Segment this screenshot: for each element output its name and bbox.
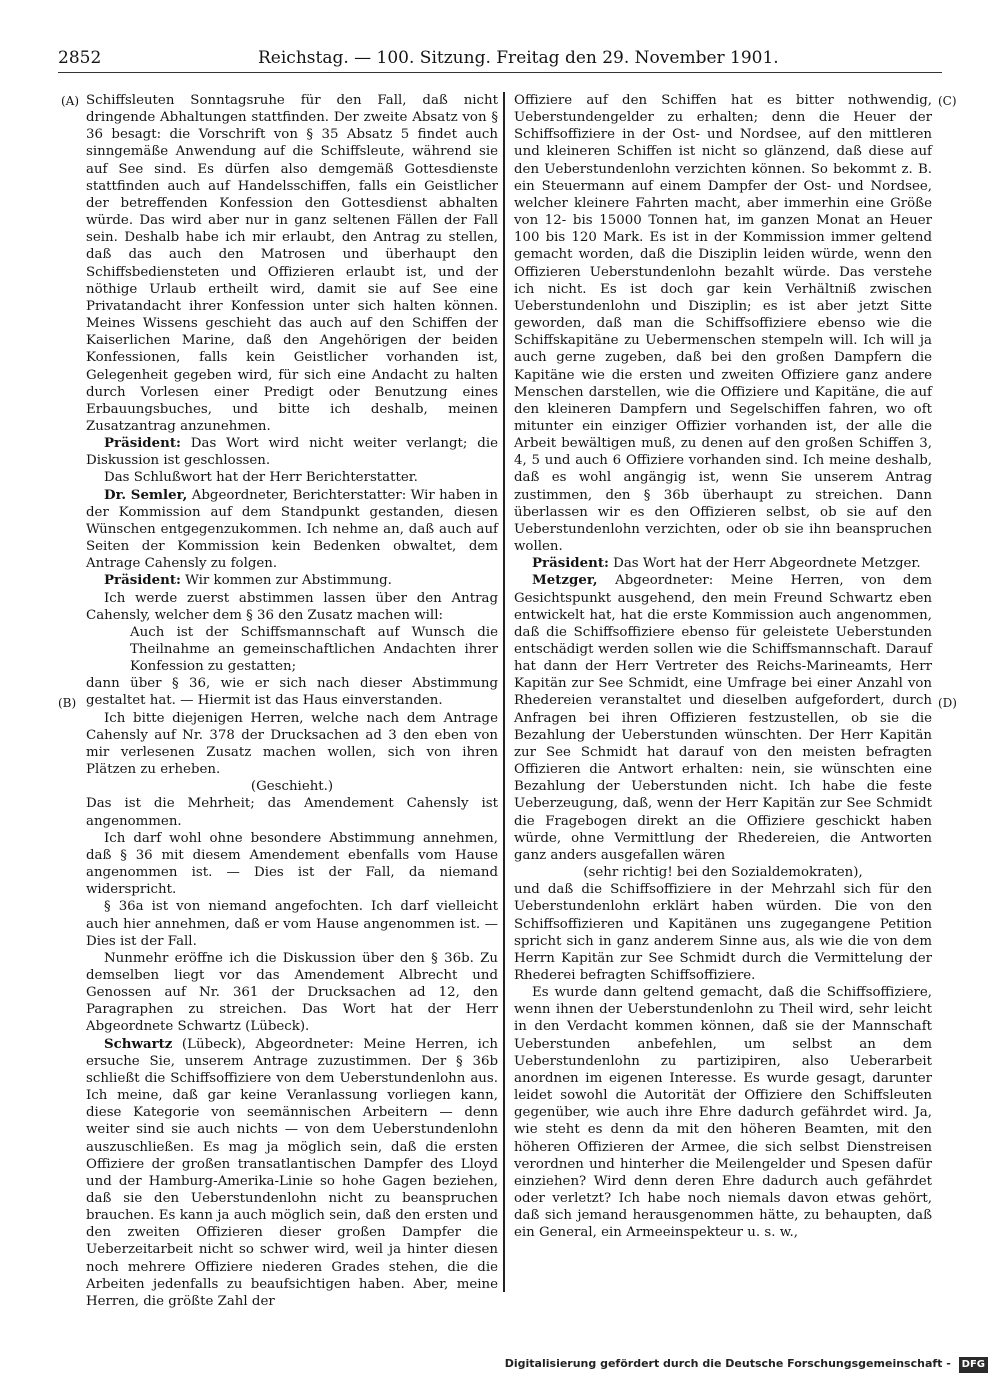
paragraph bbox=[86, 572, 498, 589]
paragraph-text: Es wurde dann geltend gemacht, daß die Schiffsoffiziere, wenn ihnen der Ueberstundenlohn zu Theil wird, sehr leicht in den Verdacht kommen können, daß sie der Mannschaft Ueberstunden anbefehlen, um selbst an dem Ueberstundenlohn zu partizipiren, also Ueberarbeit anordnen im eigenen Interesse. Es wurde gesagt, darunter leidet sowohl die Autorität der Offiziere den Schiffsleuten gegenüber, wie auch ihre Ehre dadurch gefährdet wird. Ja, wie steht es denn da mit den höheren Beamten, mit den höheren Offizieren der Armee, die sich selbst Dienstreisen verordnen und hinterher die Meilengelder und Spesen dafür einziehen? Wird denn deren Ehre dadurch auch gefährdet oder verletzt? Ich habe noch niemals davon etwas gehört, daß sich jemand herausgenommen hätte, zu behaupten, daß ein General, ein Armeeinspekteur u. s. w., bbox=[514, 985, 932, 1241]
paragraph-text: Ich darf wohl ohne besondere Abstimmung annehmen, daß § 36 mit diesem Amendement ebenfalls vom Hause angenommen ist. — Dies ist der Fall, da niemand widerspricht. bbox=[86, 830, 498, 898]
paragraph-text: Ich bitte diejenigen Herren, welche nach dem Antrage Cahensly auf Nr. 378 der Drucksachen ad 3 den eben von mir verlesenen Zusatz machen wollen, sich von ihren Plätzen zu erheben. bbox=[86, 710, 498, 778]
margin-marker-b: (B) bbox=[58, 696, 77, 710]
paragraph-text: (Geschieht.) bbox=[250, 779, 334, 795]
paragraph-text: Wir kommen zur Abstimmung. bbox=[185, 573, 392, 589]
left-text-column bbox=[86, 92, 498, 1310]
paragraph-text: Offiziere auf den Schiffen hat es bitter nothwendig, Ueberstundengelder zu erhalten; denn die Heuer der Schiffsoffiziere in der Ost- und Nordsee, auf den mittleren und kleineren Schiffen ist nicht so glänzend, daß diese auf den Ueberstundenlohn verzichten können. So bekommt z. B. ein Steuermann auf einem Dampfer der Ost- und Nordsee, welcher kleinere Fahrten macht, aber immerhin eine Größe von 12- bis 15000 Tonnen hat, im ganzen Monat an Heuer 100 bis 120 Mark. Es ist in der Kommission immer geltend gemacht worden, daß die Disziplin leiden würde, wenn den Offizieren Ueberstundenlohn bezahlt würde. Das verstehe ich nicht. Es ist doch gar kein Verhältniß zwischen Ueberstundenlohn und Disziplin; es ist aber jetzt Sitte geworden, daß man die Schiffsoffiziere ebenso wie die Schiffskapitäne zu Uebermenschen stempeln will. Ich will ja auch gerne zugeben, daß bei den großen Dampfern die Kapitäne wie die ersten und zweiten Offiziere ganz andere Menschen darstellen, wie die Offiziere und Kapitäne, die auf den kleineren Dampfern und Segelschiffen fahren, wo oft mitunter ein einziger Offizier vorhanden ist, der alle die Arbeit bewältigen muß, zu denen auf den großen Schiffen 3, 4, 5 und auch 6 Offiziere vorhanden sind. Ich meine deshalb, daß es wohl angängig ist, wenn Sie unserem Antrag zustimmen, den § 36b überhaupt zu streichen. Dann überlassen wir es den Offizieren selbst, ob sie auf den Ueberstundenlohn verzichten, oder ob sie ihn beanspruchen wollen. bbox=[514, 93, 932, 555]
paragraph bbox=[514, 984, 932, 1241]
paragraph bbox=[86, 624, 498, 675]
speaker-name: Präsident: bbox=[532, 555, 609, 572]
paragraph-text: Schiffsleuten Sonntagsruhe für den Fall, daß nicht dringende Abhaltungen stattfinden. Der zweite Absatz von § 36 besagt: die Vorschrift von § 35 Absatz 5 findet auch sinngemäße Anwendung auf die Schiffsleute, während sie auf See sind. Es dürfen also demgemäß Gottesdienste stattfinden auch auf Handelsschiffen, falls ein Geistlicher der betreffenden Konfession den Gottesdienst abhalten würde. Das wird aber nur in ganz seltenen Fällen der Fall sein. Deshalb habe ich mir erlaubt, den Antrag zu stellen, daß das auch den Matrosen und überhaupt den Schiffsbediensteten und Offizieren erlaubt ist, und der nöthige Urlaub ertheilt wird, damit sie auf See eine Privatandacht ihrer Konfession unter sich halten können. Meines Wissens geschieht das auch auf den Schiffen der Kaiserlichen Marine, daß den Angehörigen der beiden Konfessionen, falls kein Geistlicher vorhanden ist, Gelegenheit gegeben wird, für sich eine Andacht zu halten durch Vorlesen einer Predigt oder Benutzung eines Erbauungsbuches, und bitte ich deshalb, meinen Zusatzantrag anzunehmen. bbox=[86, 93, 498, 434]
right-text-column bbox=[514, 92, 932, 1241]
paragraph bbox=[86, 950, 498, 1036]
paragraph-text: Auch ist der Schiffsmannschaft auf Wunsch die Theilnahme an gemeinschaftlichen Andachten ihrer Konfession zu gestatten; bbox=[130, 624, 498, 675]
paragraph bbox=[514, 555, 932, 572]
speaker-name: Dr. Semler, bbox=[104, 486, 188, 503]
paragraph bbox=[514, 92, 932, 555]
paragraph-text: Das ist die Mehrheit; das Amendement Cahensly ist angenommen. bbox=[86, 796, 498, 829]
footer-text: Digitalisierung gefördert durch die Deutsche Forschungsgemeinschaft - bbox=[504, 1357, 951, 1370]
speaker-name: Schwartz bbox=[104, 1035, 173, 1052]
paragraph bbox=[86, 898, 498, 949]
paragraph-text: Das Wort hat der Herr Abgeordnete Metzger. bbox=[613, 556, 921, 572]
paragraph bbox=[514, 881, 932, 984]
page-number: 2852 bbox=[58, 48, 102, 68]
paragraph bbox=[514, 572, 932, 864]
running-title: Reichstag. — 100. Sitzung. Freitag den 29. November 1901. bbox=[258, 48, 779, 68]
margin-marker-d: (D) bbox=[938, 696, 957, 710]
paragraph bbox=[86, 778, 498, 795]
paragraph-text: Das Schlußwort hat der Herr Berichterstatter. bbox=[104, 470, 418, 486]
speaker-name: Präsident: bbox=[104, 435, 181, 452]
paragraph bbox=[86, 795, 498, 829]
page-header bbox=[58, 46, 942, 70]
paragraph-text: Abgeordneter, Berichterstatter: Wir haben in der Kommission auf dem Standpunkt gestanden, diesen Wünschen entgegenzukommen. Ich nehme an, daß auch auf Seiten der Kommission kein Bedenken obwaltet, dem Antrage Cahensly zu folgen. bbox=[86, 487, 498, 572]
column-divider bbox=[503, 92, 505, 1292]
header-rule bbox=[58, 72, 942, 73]
paragraph bbox=[86, 435, 498, 469]
dfg-logo: DFG bbox=[959, 1357, 988, 1373]
paragraph bbox=[86, 675, 498, 709]
paragraph bbox=[86, 92, 498, 435]
paragraph bbox=[86, 1036, 498, 1311]
paragraph bbox=[86, 487, 498, 573]
paragraph-text: dann über § 36, wie er sich nach dieser Abstimmung gestaltet hat. — Hiermit ist das Haus einverstanden. bbox=[86, 676, 498, 709]
speaker-name: Metzger, bbox=[532, 572, 598, 589]
footer-credit bbox=[505, 1356, 988, 1373]
paragraph-text: Nunmehr eröffne ich die Diskussion über den § 36b. Zu demselben liegt vor das Amendement Albrecht und Genossen auf Nr. 361 der Drucksachen ad 12, den Paragraphen zu streichen. Das Wort hat der Herr Abgeordnete Schwartz (Lübeck). bbox=[86, 950, 498, 1035]
paragraph bbox=[86, 590, 498, 624]
paragraph-text: Das Wort wird nicht weiter verlangt; die Diskussion ist geschlossen. bbox=[86, 436, 498, 469]
paragraph-text: (sehr richtig! bei den Sozialdemokraten), bbox=[583, 865, 863, 881]
paragraph bbox=[86, 710, 498, 779]
paragraph-text: Abgeordneter: Meine Herren, von dem Gesichtspunkt ausgehend, den mein Freund Schwartz eben entwickelt hat, hat die erste Kommission auch angenommen, daß die Schiffsoffiziere ebenso für geleistete Ueberstunden entschädigt werden sollen wie die Schiffsmannschaft. Darauf hat dann der Herr Vertreter des Reichs-Marineamts, Herr Kapitän zur See Schmidt, eine Umfrage bei einer Anzahl von Rhedereien veranstaltet und dieselben aufgefordert, durch Anfragen bei ihren Offizieren festzustellen, ob sie die Bezahlung der Ueberstunden wünschten. Der Herr Kapitän zur See Schmidt hat darauf von den meisten befragten Offizieren die Antwort erhalten: nein, sie wünschten eine Bezahlung der Ueberstunden nicht. Ich habe die feste Ueberzeugung, daß, wenn der Herr Kapitän zur See Schmidt die Fragebogen direkt an die Offiziere geschickt haben würde, ohne Vermittlung der Rhedereien, die Antworten ganz anders ausgefallen wären bbox=[514, 573, 933, 863]
paragraph bbox=[514, 864, 932, 881]
paragraph-text: und daß die Schiffsoffiziere in der Mehrzahl sich für den Ueberstundenlohn erklärt haben würden. Die von den Schiffsoffizieren und Kapitänen uns zugegangene Petition spricht sich in ganz anderem Sinne aus, als wie die von dem Herrn Kapitän zur See Schmidt durch die Vermittelung der Rhederei befragten Schiffsoffiziere. bbox=[514, 882, 932, 983]
paragraph bbox=[86, 469, 498, 486]
paragraph-text: (Lübeck), Abgeordneter: Meine Herren, ich ersuche Sie, unserem Antrage zuzustimmen. Der § 36b schließt die Schiffsoffiziere von dem Ueberstundenlohn aus. Ich meine, daß gar keine Veranlassung vorliegen kann, diese Kategorie von seemännischen Arbeitern — denn weiter sind sie auch nichts — von dem Ueberstundenlohn auszuschließen. Es mag ja möglich sein, daß die ersten Offiziere der großen transatlantischen Dampfer des Lloyd und der Hamburg-Amerika-Linie so hohe Gagen beziehen, daß sie den Ueberstundenlohn nicht zu beanspruchen brauchen. Es kann ja auch möglich sein, daß den ersten und den zweiten Offizieren dieser großen Dampfer die Ueberzeitarbeit nicht so schwer wird, weil ja hinter diesen noch mehrere Offiziere niederen Grades stehen, die die Arbeiten jedenfalls zu beaufsichtigen haben. Aber, meine Herren, die größte Zahl der bbox=[86, 1036, 498, 1309]
margin-marker-a: (A) bbox=[61, 94, 80, 108]
speaker-name: Präsident: bbox=[104, 572, 181, 589]
paragraph-text: Ich werde zuerst abstimmen lassen über den Antrag Cahensly, welcher dem § 36 den Zusatz machen will: bbox=[86, 590, 498, 623]
paragraph-text: § 36a ist von niemand angefochten. Ich darf vielleicht auch hier annehmen, daß er vom Hause angenommen ist. — Dies ist der Fall. bbox=[86, 899, 498, 949]
margin-marker-c: (C) bbox=[938, 94, 957, 108]
paragraph bbox=[86, 830, 498, 899]
